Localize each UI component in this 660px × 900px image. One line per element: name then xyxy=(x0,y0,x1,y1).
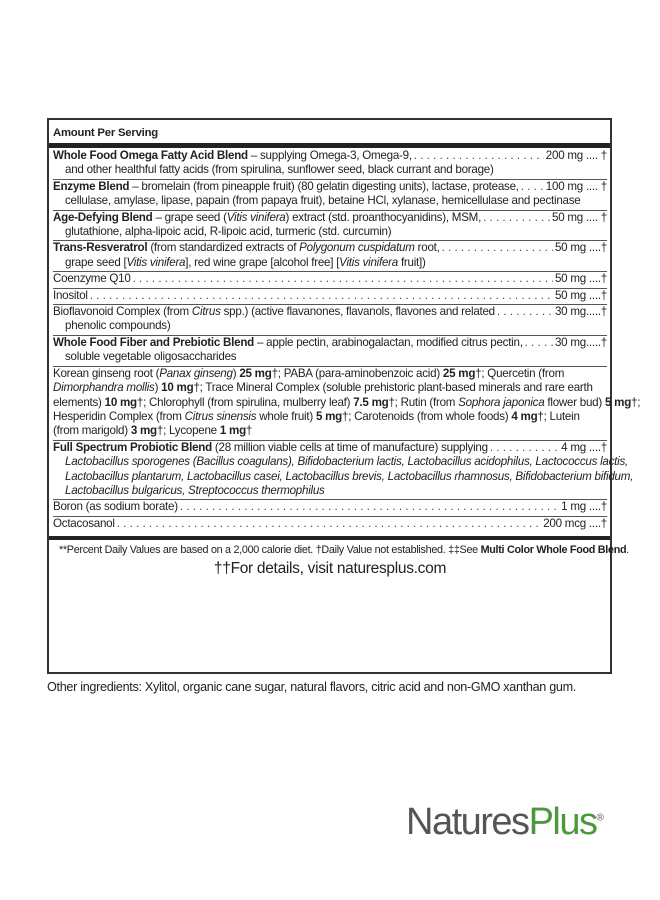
row-bioflavonoid-complex xyxy=(53,305,607,336)
amount-bold: 5 mg xyxy=(315,409,342,423)
amount-bold: 3 mg xyxy=(130,424,157,438)
row-coenzyme-q10 xyxy=(53,272,607,288)
ingredient-name: Whole Food Omega Fatty Acid Blend xyxy=(53,149,248,162)
footnote-bold: Multi Color Whole Food Blend xyxy=(480,544,627,557)
ingredient-name: Enzyme Blend xyxy=(53,179,130,193)
text-part: elements) xyxy=(53,395,105,409)
ingredient-amount: 200 mg .... † xyxy=(545,149,607,162)
row-inositol xyxy=(53,289,607,305)
details-line: ††For details, visit naturesplus.com xyxy=(213,560,447,578)
ingredient-desc: root, xyxy=(414,241,440,255)
ingredient-desc: – grape seed ( xyxy=(152,210,227,224)
ingredient-subtext xyxy=(53,455,628,469)
ingredient-name: Trans-Resveratrol xyxy=(53,241,148,255)
subtext-part: ], red wine grape [alcohol free] [ xyxy=(185,255,340,269)
ingredient-desc: – apple pectin, arabinogalactan, modified citrus pectin, xyxy=(253,335,523,349)
amount-bold: 25 mg xyxy=(442,366,476,380)
text-part: †; PABA (para-aminobenzoic acid) xyxy=(271,366,443,380)
ingredient-amount: 50 mg ....† xyxy=(554,288,607,302)
subtext-part: fruit]) xyxy=(397,255,426,269)
mixed-line-4 xyxy=(53,410,607,424)
ingredient-amount: 50 mg ....† xyxy=(554,272,607,286)
ingredient-subtext: glutathione, alpha-lipoic acid, R-lipoic acid, turmeric (std. curcumin) xyxy=(65,225,392,239)
amount-per-serving-header: Amount Per Serving xyxy=(53,127,158,139)
latin-name: Citrus xyxy=(191,305,221,319)
latin-name: Dimorphandra mollis xyxy=(53,381,155,395)
amount-bold: 7.5 mg xyxy=(353,395,389,409)
amount-bold: 25 mg xyxy=(239,366,272,380)
row-mixed-ingredients xyxy=(53,366,641,441)
ingredient-amount: 200 mcg ....† xyxy=(543,516,607,530)
latin-name: Vitis vinifera xyxy=(226,210,286,224)
registered-mark: ® xyxy=(596,812,604,824)
latin-name: Lactobacillus sporogenes (Bacillus coagulans), Bifidobacterium lactis, Lactobacillus acidophilus, Lactococcus lactis, xyxy=(65,455,628,469)
mixed-line-5 xyxy=(53,424,607,438)
text-part: Korean ginseng root ( xyxy=(53,366,160,380)
text-part: whole fruit) xyxy=(256,409,316,423)
text-part: ) xyxy=(232,366,240,380)
dot-leader xyxy=(180,500,559,514)
latin-name: Polygonum cuspidatum xyxy=(299,241,415,255)
ingredient-desc: (28 million viable cells at time of manufacture) supplying xyxy=(211,440,488,454)
latin-name: Vitis vinifera xyxy=(126,255,186,269)
dot-leader xyxy=(90,289,553,303)
mixed-line-2 xyxy=(53,381,607,395)
ingredient-name: Full Spectrum Probiotic Blend xyxy=(53,440,212,454)
dot-leader xyxy=(117,517,542,531)
logo-plus: Plus xyxy=(528,801,597,843)
dot-leader xyxy=(414,149,544,163)
dot-leader xyxy=(521,180,544,194)
row-age-defying-blend xyxy=(53,211,607,242)
ingredient-name: Whole Food Fiber and Prebiotic Blend xyxy=(53,335,254,349)
ingredient-desc: ) extract (std. proanthocyanidins), MSM, xyxy=(285,210,482,224)
ingredient-subtext: and other healthful fatty acids (from spirulina, sunflower seed, black currant and borage) xyxy=(65,163,494,177)
mixed-line-1 xyxy=(53,367,607,381)
row-octacosanol xyxy=(53,517,607,532)
text-part: †; xyxy=(631,395,641,409)
amount-bold: 10 mg xyxy=(161,381,194,395)
logo-natures: Natures xyxy=(406,801,529,843)
dot-leader xyxy=(525,336,553,350)
latin-name: Lactobacillus bulgaricus, Streptococcus thermophilus xyxy=(65,483,325,497)
ingredient-amount: 30 mg.....† xyxy=(554,335,607,349)
row-fiber-prebiotic-blend xyxy=(53,336,607,367)
text-part: †; Lutein xyxy=(537,409,580,423)
ingredient-amount: 1 mg ....† xyxy=(561,500,607,514)
mixed-line-3 xyxy=(53,395,641,410)
text-part: †; Rutin (from xyxy=(388,395,459,409)
amount-bold: 10 mg xyxy=(104,395,137,409)
text-part: Hesperidin Complex (from xyxy=(53,409,185,423)
text-part: †; Chlorophyll (from spirulina, mulberry leaf) xyxy=(136,395,354,409)
row-trans-resveratrol xyxy=(53,241,607,272)
amount-bold: 1 mg xyxy=(219,424,246,438)
latin-name: Citrus sinensis xyxy=(184,409,257,423)
text-part: †; Trace Mineral Complex (soluble prehistoric plant-based minerals and rare earth xyxy=(193,381,593,395)
row-enzyme-blend xyxy=(53,180,607,211)
dot-leader xyxy=(497,305,553,319)
amount-bold: 4 mg xyxy=(511,409,538,423)
dot-leader xyxy=(483,211,550,225)
supplement-facts-panel xyxy=(47,118,641,674)
ingredient-subtext: phenolic compounds) xyxy=(65,319,171,333)
ingredient-list xyxy=(53,149,641,532)
ingredient-name: Boron (as sodium borate) xyxy=(53,500,178,514)
ingredient-desc: (from standardized extracts of xyxy=(147,241,300,255)
text-part: †; Quercetin (from xyxy=(475,366,565,380)
ingredient-name: Bioflavonoid Complex (from xyxy=(53,305,192,319)
ingredient-subtext xyxy=(53,469,634,484)
ingredient-subtext xyxy=(53,256,607,270)
dot-leader xyxy=(490,441,559,455)
ingredient-subtext xyxy=(53,484,607,498)
amount-bold: 5 mg xyxy=(604,395,632,409)
ingredient-amount: 50 mg ....† xyxy=(554,241,607,255)
ingredient-name: Coenzyme Q10 xyxy=(53,272,131,286)
ingredient-name: Inositol xyxy=(53,288,88,302)
ingredient-subtext: cellulase, amylase, lipase, papain (from papaya fruit), betaine HCl, xylanase, hemicellulase and pectinase xyxy=(65,194,581,208)
footnote-text: **Percent Daily Values are based on a 2,000 calorie diet. †Daily Value not established. ‡‡See xyxy=(59,544,481,557)
text-part: flower bud) xyxy=(544,395,605,409)
text-part: ) xyxy=(154,381,162,395)
ingredient-desc: – bromelain (from pineapple fruit) (80 gelatin digesting units), lactase, protease, xyxy=(129,179,519,193)
ingredient-name: Octacosanol xyxy=(53,516,115,530)
ingredient-desc: – supplying Omega-3, Omega-9, xyxy=(247,149,412,162)
latin-name: Vitis vinifera xyxy=(339,255,398,269)
ingredient-amount: 4 mg ....† xyxy=(561,440,607,454)
footnote-end: . xyxy=(626,544,629,557)
dot-leader xyxy=(442,241,553,255)
row-probiotic-blend xyxy=(53,440,634,501)
subtext-part: grape seed [ xyxy=(65,255,127,269)
latin-name: Lactobacillus plantarum, Lactobacillus casei, Lactobacillus brevis, Lactobacillus rhamnosus, Bifidobacterium bifidum, xyxy=(65,469,634,483)
footnote xyxy=(49,536,629,557)
ingredient-desc: spp.) (active flavanones, flavanols, flavones and related xyxy=(220,305,495,319)
text-part: † xyxy=(245,424,253,438)
text-part: †; Lycopene xyxy=(156,424,220,438)
naturesplus-logo xyxy=(406,801,604,844)
other-ingredients: Other ingredients: Xylitol, organic cane sugar, natural flavors, citric acid and non-GMO xanthan gum. xyxy=(47,680,577,694)
row-boron xyxy=(53,500,607,516)
text-part: †; Carotenoids (from whole foods) xyxy=(342,409,512,423)
latin-name: Sophora japonica xyxy=(458,395,545,409)
text-part: (from marigold) xyxy=(53,424,131,438)
latin-name: Panax ginseng xyxy=(159,366,233,380)
ingredient-amount: 50 mg .... † xyxy=(552,210,607,224)
dot-leader xyxy=(133,272,553,286)
thick-rule xyxy=(49,143,610,148)
row-omega-blend xyxy=(53,149,607,180)
ingredient-subtext: soluble vegetable oligosaccharides xyxy=(65,350,237,364)
ingredient-amount: 30 mg.....† xyxy=(554,305,607,319)
ingredient-amount: 100 mg .... † xyxy=(545,179,607,193)
ingredient-name: Age-Defying Blend xyxy=(53,210,153,224)
